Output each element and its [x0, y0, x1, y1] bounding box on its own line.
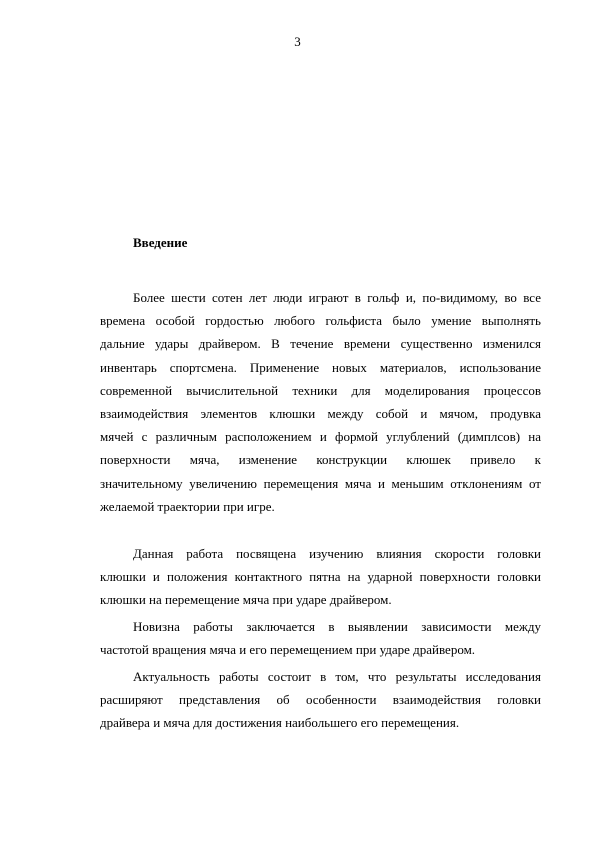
text-line: драйвера и мяча для достижения наибольшего его перемещения. [100, 715, 460, 731]
text-line: расширяют представления об особенности взаимодействия головки [100, 692, 541, 708]
paragraph-purpose [100, 542, 541, 612]
text-line: Новизна работы заключается в выявлении зависимости между [133, 619, 541, 634]
text-line: Более шести сотен лет люди играют в гольф и, по-видимому, во все [133, 290, 541, 305]
text-line: Актуальность работы состоит в том, что результаты исследования [133, 669, 541, 684]
text-line: Данная работа посвящена изучению влияния скорости головки [133, 546, 541, 561]
paragraph-intro [100, 286, 541, 518]
page-number: 3 [294, 34, 301, 49]
text-line: мячей с различным расположением и формой углублений (димплсов) на [100, 429, 541, 445]
paragraph-novelty [100, 615, 541, 661]
paragraph-relevance [100, 665, 541, 735]
text-line: времена особой гордостью любого гольфиста было умение выполнять [100, 313, 541, 329]
text-line: взаимодействия элементов клюшки между собой и мячом, продувка [100, 405, 541, 421]
text-line: частотой вращения мяча и его перемещением при ударе драйвером. [100, 642, 476, 658]
text-line: дальние удары драйвером. В течение времени существенно изменился [100, 336, 541, 352]
text-line: желаемой траектории при игре. [100, 498, 275, 514]
text-line: клюшки и положения контактного пятна на ударной поверхности головки [100, 569, 541, 585]
section-heading: Введение [133, 235, 188, 250]
text-line: поверхности мяча, изменение конструкции клюшек привело к [100, 452, 541, 468]
text-line: современной вычислительной техники для моделирования процессов [100, 382, 541, 398]
text-line: значительному увеличению перемещения мяча и меньшим отклонениям от [100, 475, 541, 491]
text-line: инвентарь спортсмена. Применение новых материалов, использование [100, 359, 541, 375]
text-line: клюшки на перемещение мяча при ударе драйвером. [100, 592, 392, 608]
